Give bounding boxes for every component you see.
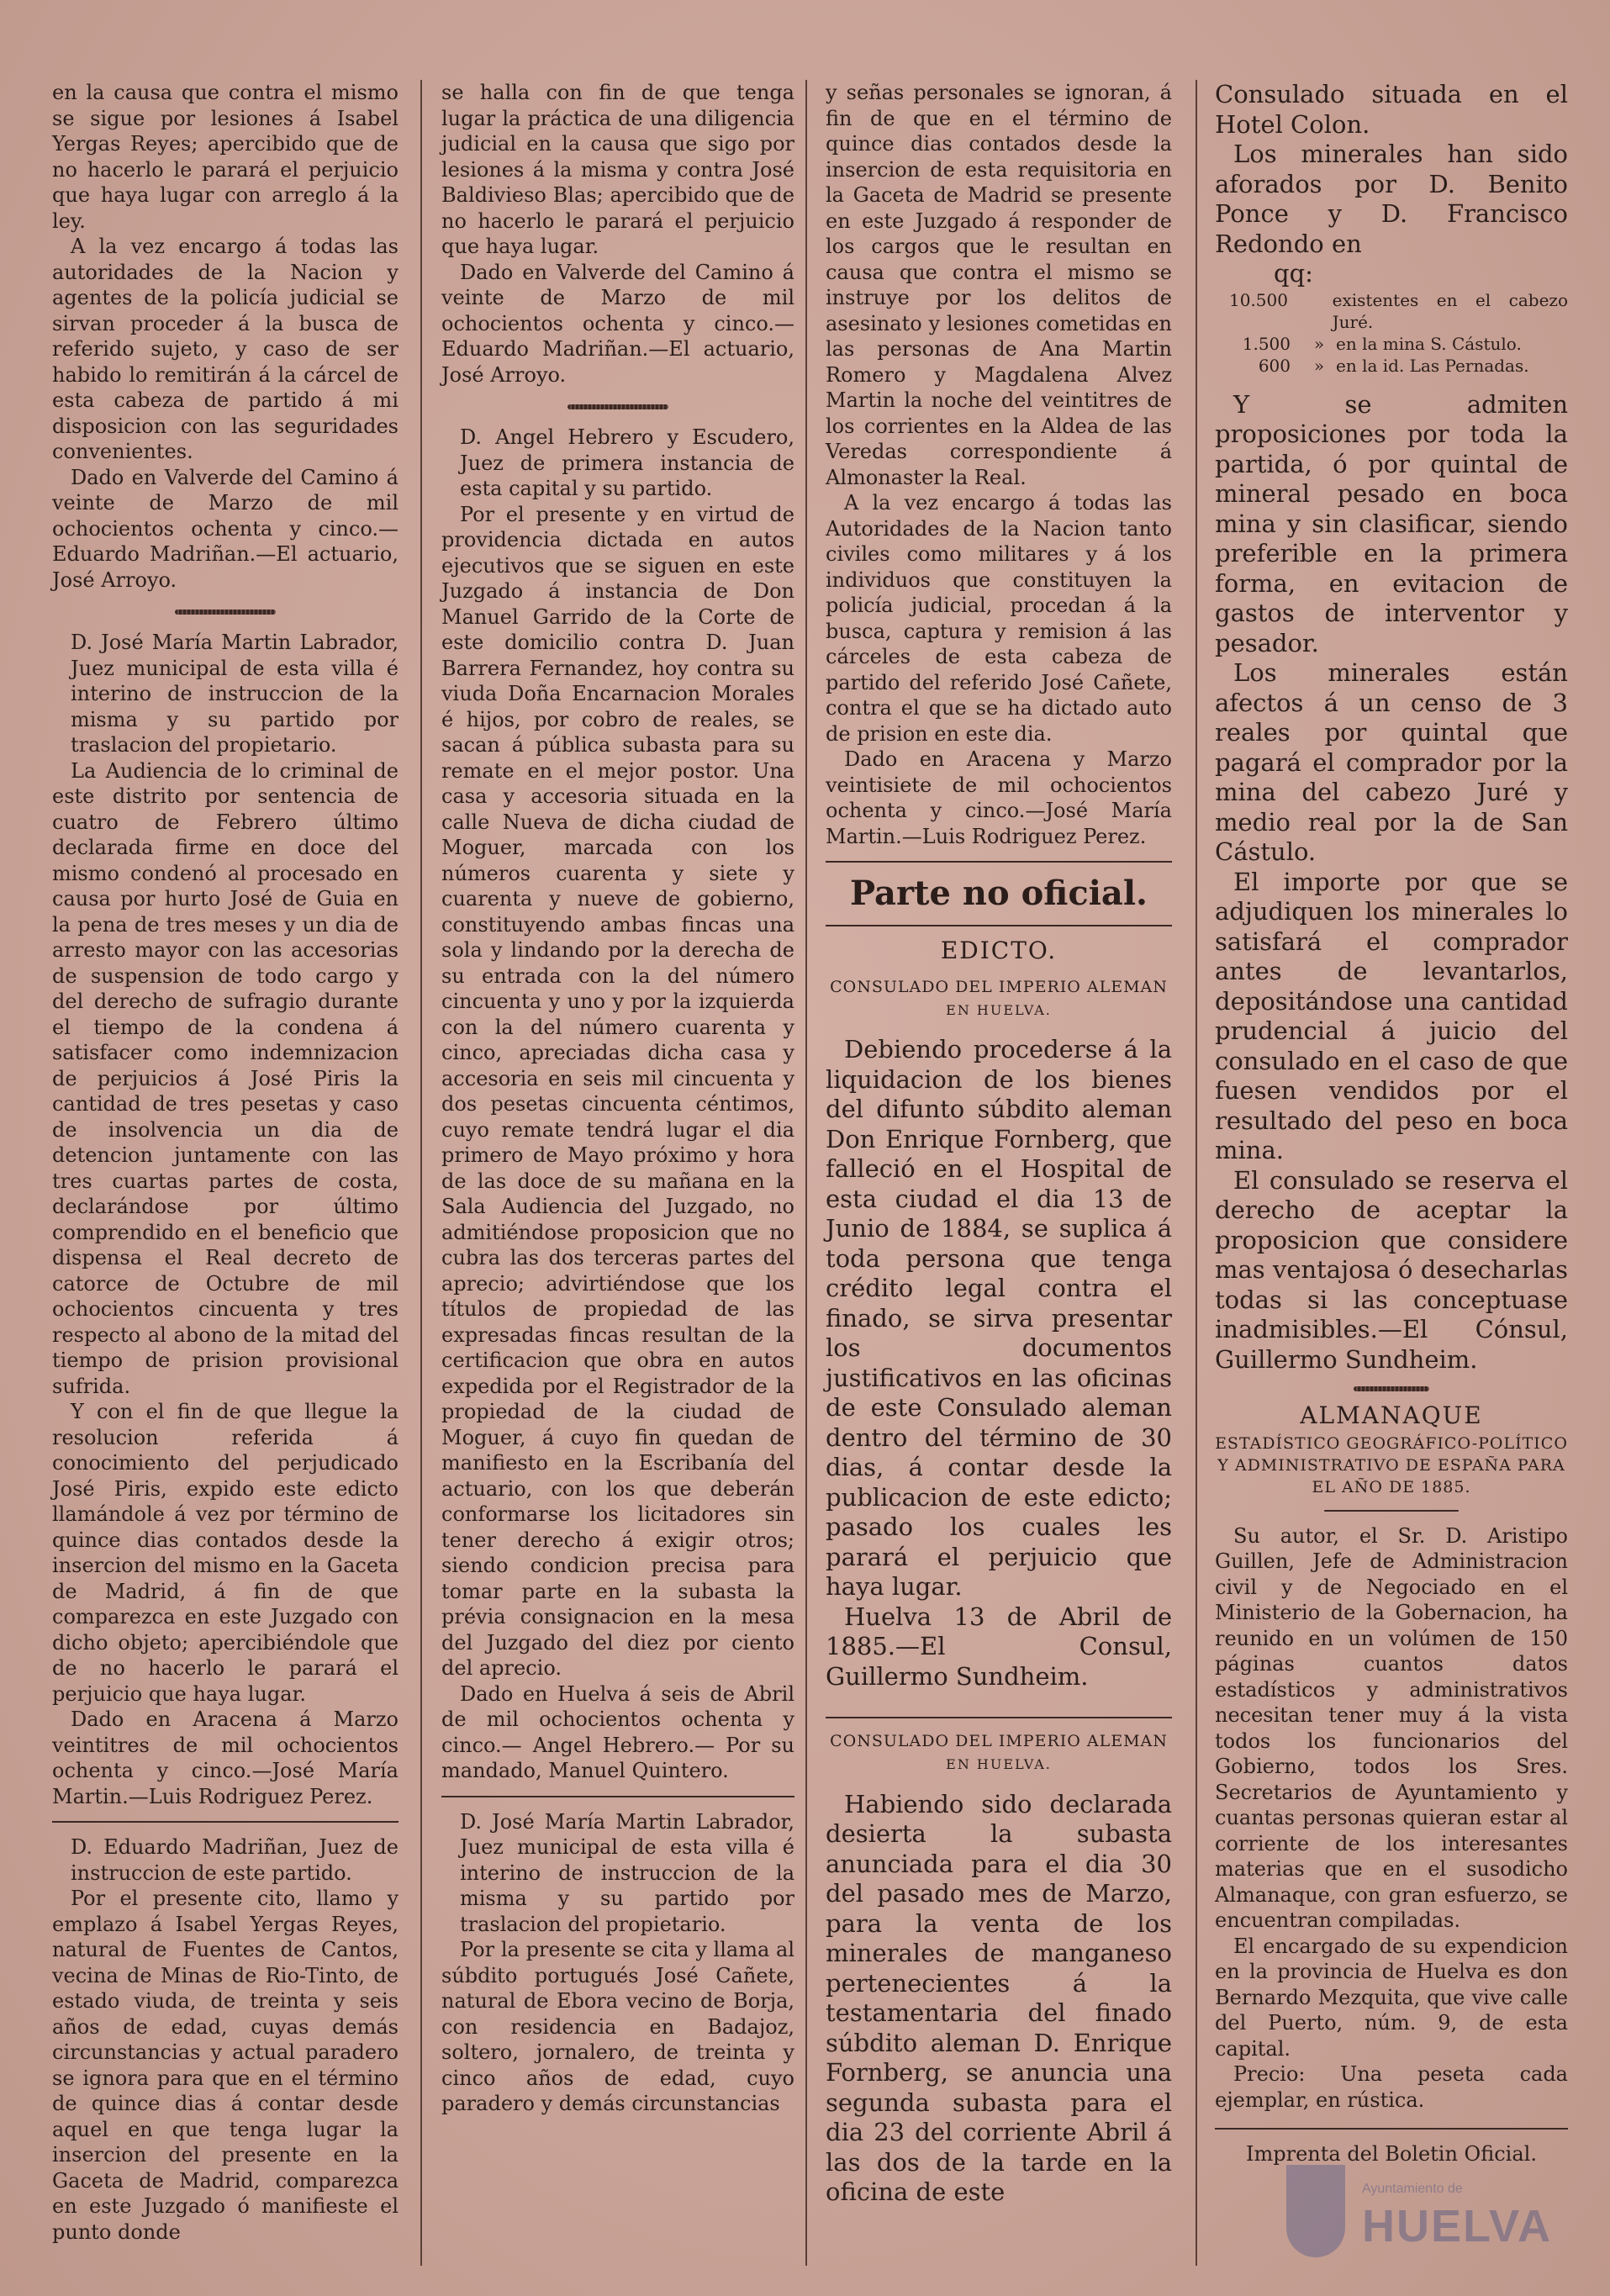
paragraph: Los minerales están afectos á un censo de 3 reales por quintal que pagará el comprador por la mina del cabezo Juré y medio real por la de San Cástulo. [1215,658,1568,866]
location: en la id. Las Pernadas. [1336,355,1529,376]
paragraph: Dado en Huelva á seis de Abril de mil ochocientos ochenta y cinco.— Angel Hebrero.— Por su mandado, Manuel Quintero. [441,1681,794,1782]
paragraph: Por el presente y en virtud de providencia dictada en autos ejecutivos que se siguen en este Juzgado á instancia de Don Manuel Garrido de la Corte de este domicilio contra D. Juan Barrera Fernandez, hoy contra su viuda Doña Encarnacion Morales é hijos, por cobro de reales, se sacan á pública subasta para su remate en el mejor postor. Una casa y accesoria situada en la calle Nueva de dicha ciudad de Moguer, marcada con los números cuarenta y siete y cuarenta y nueve de gobierno, constituyendo ambas fincas una sola y lindando por la derecha de su entrada con la del número cincuenta y uno y por la izquierda con la del número cuarenta y cinco, apreciadas dicha casa y accesoria en seis mil cincuenta y dos pesetas cincuenta céntimos, cuyo remate tendrá lugar el dia primero de Mayo próximo y hora de las doce de su mañana en la Sala Audiencia del Juzgado, no admitiéndose proposicion que no cubra las dos terceras partes del aprecio; advirtiéndose que los títulos de propiedad de las expresadas fincas resultan de la certificacion que obra en autos expedida por el Registrador de la propiedad de la ciudad de Moguer, á cuyo fin quedan de manifiesto en la Escribanía del actuario, con los que deberán conformarse los licitadores sin tener derecho á exigir otros; siendo condicion precisa para tomar parte en la subasta la prévia consignacion en la mesa del Juzgado del diez por ciento del aprecio. [441,502,794,1680]
paragraph: Consulado situada en el Hotel Colon. [1215,80,1568,139]
column-2 [441,80,794,2117]
ditto-mark: » [1313,355,1325,376]
paragraph: Y se admiten proposiciones por toda la partida, ó por quintal de mineral pesado en boca mina y sin clasificar, siendo preferible en la primera forma, en evitacion de gastos de interventor y pesador. [1215,389,1568,657]
paragraph: El encargado de su expendicion en la provincia de Huelva es don Bernardo Mezquita, que vive calle del Puerto, núm. 9, de esta capital. [1215,1934,1568,2061]
column-divider [805,80,807,2266]
printer-footer: Imprenta del Boletin Oficial. [1215,2128,1568,2167]
consulate-heading: CONSULADO DEL IMPERIO ALEMAN [830,977,1168,996]
column-divider [420,80,422,2266]
quantity: 600 [1258,355,1291,376]
qq-label: qq: [1274,259,1313,288]
paragraph: Por la presente se cita y llama al súbdito portugués José Cañete, natural de Ebora vecino de Borja, con residencia en Badajoz, soltero, jornalero, de treinta y cinco años de edad, cuyo paradero y demás circunstancias [441,1938,794,2115]
paragraph: y señas personales se ignoran, á fin de que en el término de quince dias contados desde la insercion de esta requisitoria en la Gaceta de Madrid se presente en este Juzgado á responder de los cargos que le resultan en causa que contra el mismo se instruye por los delitos de asesinato y lesiones cometidas en las personas de Ana Martin Romero y Magdalena Alvez Martin la noche del veintitres de los corrientes en la Aldea de las Veredas correspondiente á Almonaster la Real. [826,81,1172,489]
location: en la mina S. Cástulo. [1336,333,1522,354]
table-row [1215,289,1568,333]
divider [826,925,1172,926]
paragraph: en la causa que contra el mismo se sigue por lesiones á Isabel Yergas Reyes; apercibido que de no hacerlo le parará el perjuicio que haya lugar con arreglo á la ley. [52,81,399,233]
paragraph: Dado en Valverde del Camino á veinte de Marzo de mil ochocientos ochenta y cinco.—Eduardo Madriñan.—El actuario, José Arroyo. [52,465,399,592]
paragraph: A la vez encargo á todas las Autoridades de la Nacion tanto civiles como militares y á los individuos que constituyen la policía judicial, procedan á la busca, captura y remision á las cárceles de esta cabeza de partido del referido José Cañete, contra el que se ha dictado auto de prision en este dia. [826,491,1172,746]
shield-icon [1286,2165,1345,2257]
column-3 [826,80,1172,2208]
paragraph: Por el presente cito, llamo y emplazo á Isabel Yergas Reyes, natural de Fuentes de Cantos, vecina de Minas de Rio-Tinto, de estado viuda, de treinta y seis años de edad, cuyas demás circunstancias y actual paradero se ignora para que en el término de quince dias á contar desde aquel en que tenga lugar la insercion del presente en la Gaceta de Madrid, comparezca en este Juzgado ó manifieste el punto donde [52,1887,399,2244]
quantity: 1.500 [1242,333,1291,354]
paragraph: Huelva 13 de Abril de 1885.—El Consul, Guillermo Sundheim. [826,1602,1172,1691]
paragraph: Dado en Valverde del Camino á veinte de Marzo de mil ochocientos ochenta y cinco.—Eduardo Madriñan.—El actuario, José Arroyo. [441,260,794,387]
paragraph: Su autor, el Sr. D. Aristipo Guillen, Jefe de Administracion civil y de Negociado en el Ministerio de la Gobernacion, ha reunido en un volúmen de 150 páginas cuantos datos estadísticos y administrativos necesitan tener muy á la vista todos los funcionarios del Gobierno, todos los Sres. Secretarios de Ayuntamiento y cuantas personas quieran estar al corriente de los interesantes materias que en el susodicho Almanaque, con gran esfuerzo, se encuentran compiladas. [1215,1523,1568,1932]
almanaque-subtitle: ESTADÍSTICO GEOGRÁFICO-POLÍTICO Y ADMINISTRATIVO DE ESPAÑA PARA EL AÑO DE 1885. [1215,1433,1568,1496]
edict-heading: D. Eduardo Madriñan, Juez de instruccion de este partido. [71,1835,399,1885]
quantity: 10.500 [1229,289,1288,310]
ditto-mark: » [1313,333,1325,354]
almanaque-title: ALMANAQUE [1300,1401,1483,1429]
paragraph: A la vez encargo á todas las autoridades de la Nacion y agentes de la policía judicial se sirvan proceder á la busca de referido sujeto, y caso de ser habido lo remitirán á la cárcel de esta cabeza de partido á mi disposicion con las seguridades convenientes. [52,235,399,463]
ditto-mark [1300,289,1333,333]
paragraph: Precio: Una peseta cada ejemplar, en rústica. [1215,2062,1568,2112]
consulate-heading: CONSULADO DEL IMPERIO ALEMAN [830,1732,1168,1750]
paragraph: Debiendo procederse á la liquidacion de los bienes del difunto súbdito aleman Don Enrique Fornberg, que falleció en el Hospital de esta ciudad el dia 13 de Junio de 1884, se suplica á toda persona que tenga crédito legal contra el finado, se sirva presentar los documentos justificativos en las oficinas de este Consulado aleman dentro del término de 30 dias, á contar desde la publicacion de este edicto; pasado los cuales les parará el perjuicio que haya lugar. [826,1035,1172,1601]
divider [826,1717,1172,1718]
divider [52,1821,399,1823]
edict-heading: D. José María Martin Labrador, Juez municipal de esta villa é interino de instruccion de la misma y su partido por traslacion del propietario. [71,631,399,757]
separator-ornament [1354,1386,1429,1391]
paragraph: La Audiencia de lo criminal de este distrito por sentencia de cuatro de Febrero último declarada firme en doce del mismo condenó al procesado en causa por hurto José de Guia en la pena de tres meses y un dia de arresto mayor con las accesorias de suspension de todo cargo y del derecho de sufragio durante el tiempo de la condena á satisfacer como indemnizacion de perjuicios á José Piris la cantidad de tres pesetas y caso de insolvencia un dia de detencion juntamente con las tres cuartas partes de costa, declarándose por último comprendido en el beneficio que dispensa el Real decreto de catorce de Octubre de mil ochocientos cincuenta y tres respecto al abono de la mitad del tiempo de prision provisional sufrida. [52,758,399,1398]
edicto-title: EDICTO. [940,937,1058,964]
consulate-subheading: EN HUELVA. [946,1001,1052,1018]
separator-ornament [175,610,276,615]
paragraph: Dado en Aracena y Marzo veintisiete de mil ochocientos ochenta y cinco.—José María Martin.—Luis Rodriguez Perez. [826,747,1172,848]
paragraph: Habiendo sido declarada desierta la subasta anunciada para el dia 30 del pasado mes de Marzo, para la venta de los minerales de manganeso pertenecientes á la testamentaria del finado súbdito aleman D. Enrique Fornberg, se anuncia una segunda subasta para el dia 23 del corriente Abril á las dos de la tarde en la oficina de este [826,1789,1172,2206]
divider [441,1796,794,1797]
paragraph: El consulado se reserva el derecho de aceptar la proposicion que considere mas ventajosa ó desecharlas todas si las conceptuase inadmisibles.—El Cónsul, Guillermo Sundheim. [1215,1165,1568,1374]
table-row [1215,333,1568,355]
section-title: Parte no oficial. [850,874,1148,913]
separator-ornament [567,404,668,409]
paragraph: Dado en Aracena á Marzo veintitres de mil ochocientos ochenta y cinco.—José María Martin.—Luis Rodriguez Perez. [52,1707,399,1808]
watermark-line2: HUELVA [1362,2201,1552,2251]
edict-heading: D. José María Martin Labrador, Juez municipal de esta villa é interino de instruccion de la misma y su partido por traslacion del propietario. [460,1809,794,1936]
column-divider [1196,80,1197,2266]
divider [826,861,1172,863]
column-1 [52,80,399,2245]
paragraph: Y con el fin de que llegue la resolucion referida á conocimiento del perjudicado José Piris, expido este edicto llamándole á vez por término de quince dias contados desde la insercion del mismo en la Gaceta de Madrid, á fin de que comparezca en este Juzgado con dicho objeto; apercibiéndole que de no hacerlo le parará el perjuicio que haya lugar. [52,1400,399,1706]
minerals-table [1215,289,1568,377]
paragraph: se halla con fin de que tenga lugar la práctica de una diligencia judicial en la causa que sigo por lesiones á la misma y contra José Baldivieso Blas; apercibido que de no hacerlo le parará el perjuicio que haya lugar. [441,81,794,258]
consulate-subheading: EN HUELVA. [946,1756,1052,1772]
table-row [1215,355,1568,377]
huelva-watermark-logo [1286,2148,1581,2274]
watermark-line1: Ayuntamiento de [1362,2182,1463,2196]
divider [1324,1510,1459,1512]
paragraph: Los minerales han sido aforados por D. Benito Ponce y D. Francisco Redondo en [1215,140,1568,258]
column-4 [1215,80,1568,2167]
location: existentes en el cabezo Juré. [1332,289,1568,332]
edict-heading: D. Angel Hebrero y Escudero, Juez de primera instancia de esta capital y su partido. [460,425,794,500]
paragraph: El importe por que se adjudiquen los minerales lo satisfará el comprador antes de levantarlos, depositándose una cantidad prudencial á juicio del consulado en el caso de que fuesen vendidos por el resultado del peso en boca mina. [1215,867,1568,1164]
